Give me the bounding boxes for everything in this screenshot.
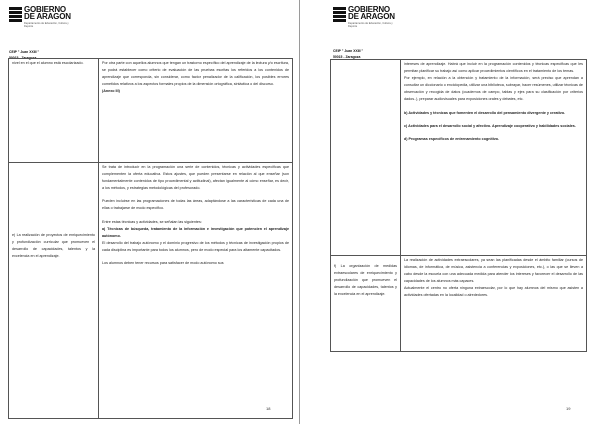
logo-subtitle: Departamento de Educación, Cultura y Deporte xyxy=(24,22,69,28)
paragraph: Por otra parte con aquellos alumnos que tengan un trastorno específico del aprendizaje de la lectura y/o escritura, se podrá establecer como criterio de evaluación de las pruebas escritas los referidos a los contenidos de aprendizaje que corresponda, sin considerar, como factor penalizador de la calificación, los posibles errores cometidos relativos a los aspectos formales propios de la dimensión ortográfica, sintáctica o del discurso. xyxy=(102,61,289,87)
paragraph: Los alumnos deben tener recursos para satisfacer de modo autónomo sus xyxy=(102,261,224,266)
row-label xyxy=(9,59,99,163)
paragraph: Pueden incluirse en las programaciones de todas las áreas, adaptándose a las características de cada una de ellas o trabajarse de modo específico. xyxy=(102,199,289,211)
paragraph: Se trata de introducir en la programación una serie de contenidos, técnicas y actividades específicas que complementen la oferta educativa. Estos ajustes, que pueden presentarse en relación al que enseñar (son fundamentalmente contenidos de tipo procedimental y actitudinal), afectan igualmente al cómo enseñar, es decir, a los métodos, y estrategias metodológicas del profesorado. xyxy=(102,165,289,191)
measures-table xyxy=(330,59,587,352)
center-city: 50015 - Zaragoza xyxy=(333,55,361,59)
row-content xyxy=(401,60,587,256)
page-19 xyxy=(300,0,600,424)
row-content xyxy=(401,256,587,352)
gobierno-aragon-logo xyxy=(9,6,99,36)
table-row xyxy=(9,163,293,419)
row-label xyxy=(331,256,401,352)
page-number: 18 xyxy=(266,406,271,411)
row2-label-text: f) La organización de medidas extraescolares de enriquecimiento y profundización que promueven el desarrollo de capacidades, talentos y la excelencia en el aprendizaje. xyxy=(334,264,397,297)
paragraph: Por ejemplo, en relación a la obtención y tratamiento de la información, será preciso que aprendan a consultar un diccionario o enciclopedia, utilizar una biblioteca, subrayar, hacer resúmenes, utilizar técnicas de observación y recogida de datos (cuadernos de campo, tablas y ejes para su clasificación por criterios dados..), preparar audiovisuales para exposiciones orales y debates, etc. xyxy=(404,76,583,102)
aragon-crest-icon xyxy=(333,7,346,23)
aragon-crest-icon xyxy=(9,7,22,23)
row-content xyxy=(99,163,293,419)
table-row xyxy=(331,60,587,256)
logo-line-2: DE ARAGON xyxy=(24,12,71,21)
logo-line-1: GOBIERNO xyxy=(24,5,66,14)
paragraph-heading-d: d) Programas específicos de entrenamiento cognitivo. xyxy=(404,136,500,141)
row-label xyxy=(331,60,401,256)
table-row xyxy=(331,256,587,352)
paragraph-heading-b: b) Actividades y técnicas que fomenten el desarrollo del pensamiento divergente y creativo. xyxy=(404,110,566,115)
center-city: 50015 - Zaragoza xyxy=(9,56,37,60)
paragraph-heading-a: a) Técnicas de búsqueda, tratamiento de la información e investigación que potencien el aprendizaje autónomo. xyxy=(102,226,289,238)
logo-line-2: DE ARAGON xyxy=(348,12,395,21)
paragraph-heading-c: c) Actividades para el desarrollo social y afectivo. Aprendizaje cooperativo y habilidades sociales. xyxy=(404,123,576,128)
gobierno-aragon-logo xyxy=(333,6,423,36)
logo-line-1: GOBIERNO xyxy=(348,5,390,14)
row1-label-text: nivel en el que el alumno está escolarizado. xyxy=(12,61,84,65)
paragraph: Actualmente el centro no oferta ninguna extraescolar, por lo que hay alumnos del mismo que asisten a actividades ofertadas en la localidad o alrededores. xyxy=(404,286,583,298)
page-number: 19 xyxy=(566,406,571,411)
table-row xyxy=(9,59,293,163)
center-code: CEIP " Juan XXIII " xyxy=(333,49,364,53)
paragraph: El desarrollo del trabajo autónomo y el dominio progresivo de los métodos y técnicas de investigación propios de cada disciplina es importante para todos los alumnos, pero de modo especial para los altamente capacitados. xyxy=(102,240,289,252)
paragraph: La realización de actividades extraescolares, ya sean las planificadas desde el ámbito familiar (cursos de idiomas, de informática, de música, asistencia a conferencias y exposiciones, etc.), o las que se lleven a cabo desde la escuela con una adecuada medida para atender los intereses y favorecer el desarrollo de las capacidades de los alumnos más capaces. xyxy=(404,258,583,284)
row-label xyxy=(9,163,99,419)
center-code: CEIP " Juan XXIII " xyxy=(9,50,40,54)
row2-label-text: e) La realización de proyectos de enriquecimiento y profundización curricular que promueven el desarrollo de capacidades, talentos y la excelencia en el aprendizaje. xyxy=(12,233,95,259)
measures-table xyxy=(8,58,293,419)
paragraph-annex: (Anexo III) xyxy=(102,89,120,94)
paragraph: intereses de aprendizaje. Habrá que incluir en la programación contenidos y técnicas específicas que les permitan planificar su trabajo así como aplicar procedimientos científicos en el tratamiento de los temas. xyxy=(404,62,583,74)
paragraph: Entre estas técnicas y actividades, se señalan las siguientes: xyxy=(102,219,202,224)
row-content xyxy=(99,59,293,163)
logo-subtitle: Departamento de Educación, Cultura y Deporte xyxy=(348,22,393,28)
